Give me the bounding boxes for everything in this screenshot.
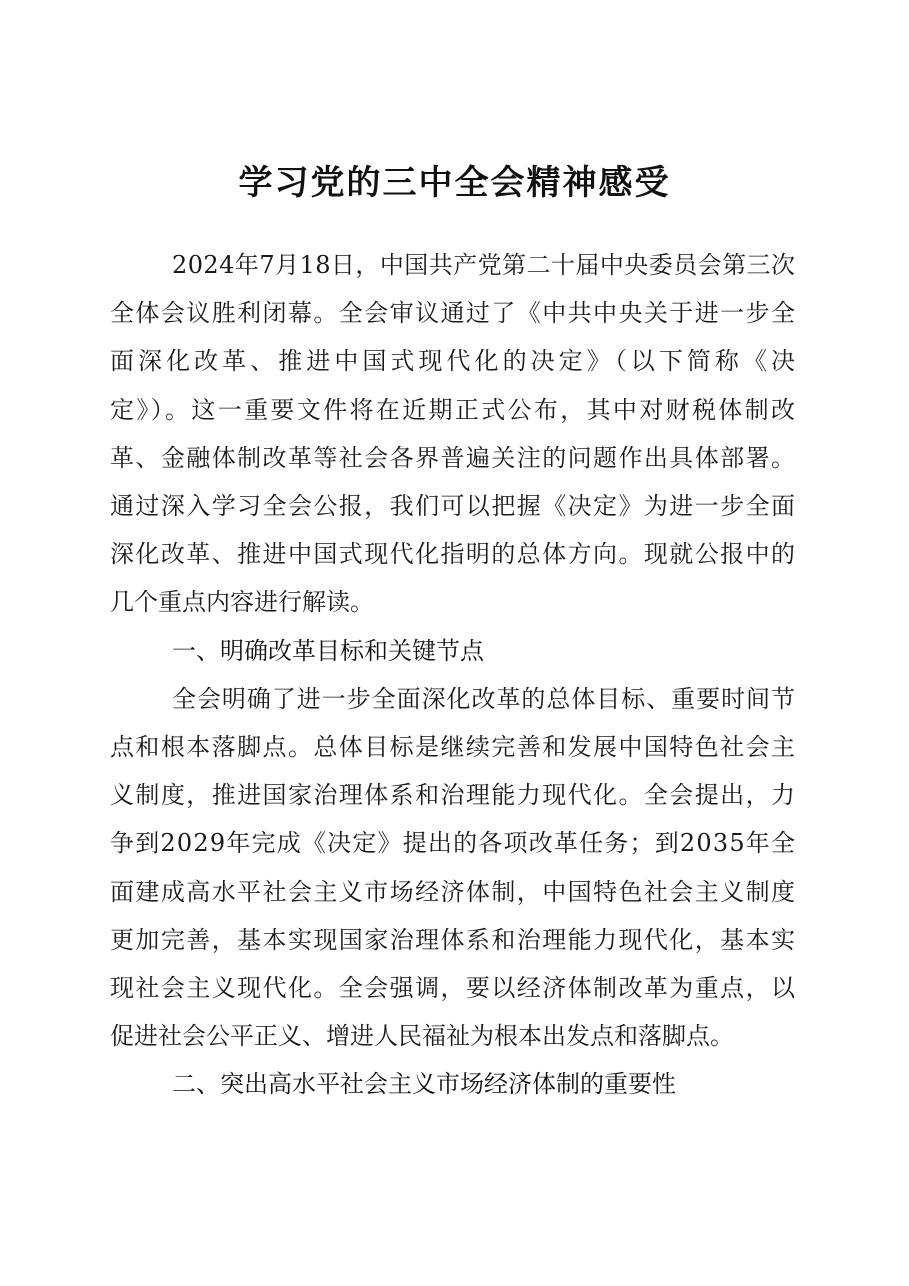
section-heading bbox=[0, 1064, 909, 1104]
line-text: 全体会议胜利闭幕。全会审议通过了《中共中央关于进一步全 bbox=[110, 299, 797, 328]
body-text-line bbox=[0, 1016, 909, 1056]
line-text: 面深化改革、推进中国式现代化的决定》（以下简称《决 bbox=[110, 347, 800, 376]
line-text: 通过深入学习全会公报，我们可以把握《决定》为进一步全面 bbox=[110, 492, 797, 520]
line-text: 2024年7月18日，中国共产党第二十届中央委员会第三次 bbox=[172, 251, 796, 279]
line-text: 现社会主义现代化。全会强调，要以经济体制改革为重点，以 bbox=[110, 974, 797, 1002]
body-text-line bbox=[0, 727, 909, 767]
body-text-line bbox=[0, 920, 909, 960]
line-text: 义制度，推进国家治理体系和治理能力现代化。全会提出，力 bbox=[110, 781, 797, 810]
document-title: 学习党的三中全会精神感受 bbox=[238, 163, 671, 203]
body-text-line bbox=[0, 823, 909, 863]
body-text-line bbox=[0, 245, 909, 285]
line-text: 二、突出高水平社会主义市场经济体制的重要性 bbox=[172, 1070, 676, 1099]
section-heading bbox=[0, 631, 909, 671]
body-text-line bbox=[0, 438, 909, 478]
body-text-line bbox=[0, 534, 909, 574]
line-text: 深化改革、推进中国式现代化指明的总体方向。现就公报中的 bbox=[110, 540, 797, 569]
body-text-line bbox=[0, 486, 909, 526]
body-text-line bbox=[0, 775, 909, 815]
body-text-line bbox=[0, 293, 909, 333]
body-text-line bbox=[0, 968, 909, 1008]
body-text-line bbox=[0, 872, 909, 912]
line-text: 更加完善，基本实现国家治理体系和治理能力现代化，基本实 bbox=[110, 925, 797, 954]
line-text: 争到2029年完成《决定》提出的各项改革任务；到2035年全 bbox=[110, 829, 797, 858]
line-text: 促进社会公平正义、增进人民福祉为根本出发点和落脚点。 bbox=[110, 1022, 734, 1051]
line-text: 面建成高水平社会主义市场经济体制，中国特色社会主义制度 bbox=[110, 877, 797, 906]
line-text: 定》）。这一重要文件将在近期正式公布，其中对财税体制改 bbox=[110, 395, 798, 424]
line-text: 几个重点内容进行解读。 bbox=[110, 588, 374, 617]
body-text-line bbox=[0, 390, 909, 430]
body-text-line bbox=[0, 341, 909, 381]
line-text: 全会明确了进一步全面深化改革的总体目标、重要时间节 bbox=[172, 684, 796, 713]
line-text: 革、金融体制改革等社会各界普遍关注的问题作出具体部署。 bbox=[110, 443, 797, 472]
body-text-line bbox=[0, 679, 909, 719]
body-text-line bbox=[0, 582, 909, 622]
line-text: 点和根本落脚点。总体目标是继续完善和发展中国特色社会主 bbox=[110, 733, 797, 761]
line-text: 一、明确改革目标和关键节点 bbox=[172, 636, 484, 665]
